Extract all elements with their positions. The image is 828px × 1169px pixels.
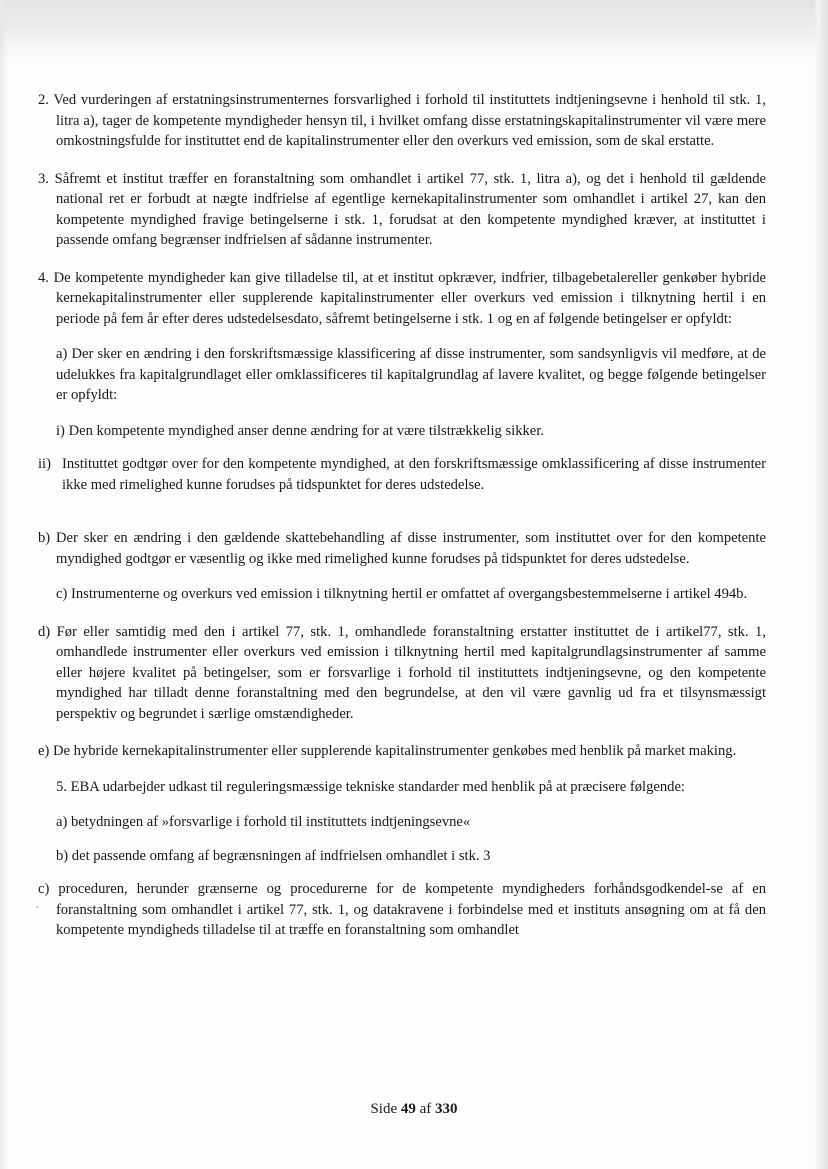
paragraph-5-a: a) betydningen af »forsvarlige i forhold til instituttets indtjeningsevne« xyxy=(56,814,471,830)
paragraph-4-c: c) Instrumenterne og overkurs ved emission i tilknytning hertil er omfattet af overgangsbestemmelserne i artikel 494b. xyxy=(56,586,748,602)
paragraph-4-a: a) Der sker en ændring i den forskriftsmæssige klassificering af disse instrumenter, som sandsynligvis vil medføre, at de udelukkes fra kapitalgrundlaget eller omklassificeres til kapitalgrundlag af lavere kvalitet, og begge følgende betingelser er opfyldt: xyxy=(56,346,766,403)
scan-shadow-right xyxy=(814,0,828,1169)
scan-speck xyxy=(36,906,39,908)
paragraph-2: 2. Ved vurderingen af erstatningsinstrumenternes forsvarlighed i forhold til instituttets indtjeningsevne i henhold til stk. 1, litra a), tager de kompetente myndigheder hensyn til, i hvilket omfang disse erstatningskapitalinstrumenter vil være mere omkostningsfulde for instituttet end de kapitalinstrumenter eller den overkurs ved emission, som de skal erstatte. xyxy=(38,92,766,149)
footer-current-page: 49 xyxy=(400,1101,416,1117)
footer-separator: af xyxy=(419,1101,432,1117)
paragraph-4-a-ii xyxy=(38,454,766,495)
scan-shadow-top xyxy=(0,0,828,62)
paragraph-4-e: e) De hybride kernekapitalinstrumenter eller supplerende kapitalinstrumenter genkøbes med henblik på market making. xyxy=(38,743,737,759)
paragraph-4-a-ii-text: Instituttet godtgør over for den kompetente myndighed, at den forskriftsmæssige omklassificering af disse instrumenter ikke med rimelighed kunne forudses på tidspunktet for deres udstedelse. xyxy=(62,456,766,493)
document-body xyxy=(38,90,766,941)
paragraph-5: 5. EBA udarbejder udkast til reguleringsmæssige tekniske standarder med henblik på at præcisere følgende: xyxy=(56,778,685,795)
page-footer xyxy=(0,1101,828,1118)
paragraph-4-a-ii-marker: ii) xyxy=(38,456,51,472)
paragraph-5-c: c) proceduren, herunder grænserne og procedurerne for de kompetente myndigheders forhåndsgodkendel-se af en foranstaltning som omhandlet i artikel 77, stk. 1, og datakravene i forbindelse med et instituts ansøgning om at få den kompetente myndigheds tilladelse til at træffe en foranstaltning som omhandlet xyxy=(38,881,766,938)
footer-total-pages: 330 xyxy=(435,1101,458,1117)
paragraph-3: 3. Såfremt et institut træffer en foranstaltning som omhandlet i artikel 77, stk. 1, litra a), og det i henhold til gældende national ret er forbudt at nægte indfrielse af egentlige kernekapitalinstrumenter som omhandlet i artikel 27, kan den kompetente myndighed fravige betingelserne i stk. 1, forudsat at den kompetente myndighed kræver, at instituttet i passende omfang begrænser indfrielsen af sådanne instrumenter. xyxy=(38,170,766,248)
paragraph-4-a-i: i) Den kompetente myndighed anser denne ændring for at være tilstrækkelig sikker. xyxy=(56,422,544,439)
paragraph-4-d: d) Før eller samtidig med den i artikel 77, stk. 1, omhandlede foranstaltning erstatter instituttet de i artikel77, stk. 1, omhandlede instrumenter eller overkurs ved emission i tilknytning hertil med kapitalgrundlagsinstrumenter af samme eller højere kvalitet på betingelser, som er forsvarlige i forhold til instituttets indtjeningsevne, og den kompetente myndighed har tilladt denne foranstaltning med den begrundelse, at den vil være gavnlig ud fra et tilsynsmæssigt perspektiv og begrundet i særlige omstændigheder. xyxy=(38,623,766,722)
paragraph-5-b: b) det passende omfang af begrænsningen af indfrielsen omhandlet i stk. 3 xyxy=(56,847,491,864)
scan-shadow-left xyxy=(0,0,8,1169)
paragraph-4-b: b) Der sker en ændring i den gældende skattebehandling af disse instrumenter, som instituttet over for den kompetente myndighed godtgør er væsentlig og ikke med rimelighed kunne forudses på tidspunktet for deres udstedelse. xyxy=(38,530,766,567)
footer-prefix: Side xyxy=(370,1101,398,1117)
paragraph-4: 4. De kompetente myndigheder kan give tilladelse til, at et institut opkræver, indfrier, tilbagebetalereller genkøber hybride kernekapitalinstrumenter eller supplerende kapitalinstrumenter eller overkurs ved emission i tilknytning hertil i en periode på fem år efter deres udstedelsesdato, såfremt betingelserne i stk. 1 og en af følgende betingelser er opfyldt: xyxy=(38,269,766,327)
